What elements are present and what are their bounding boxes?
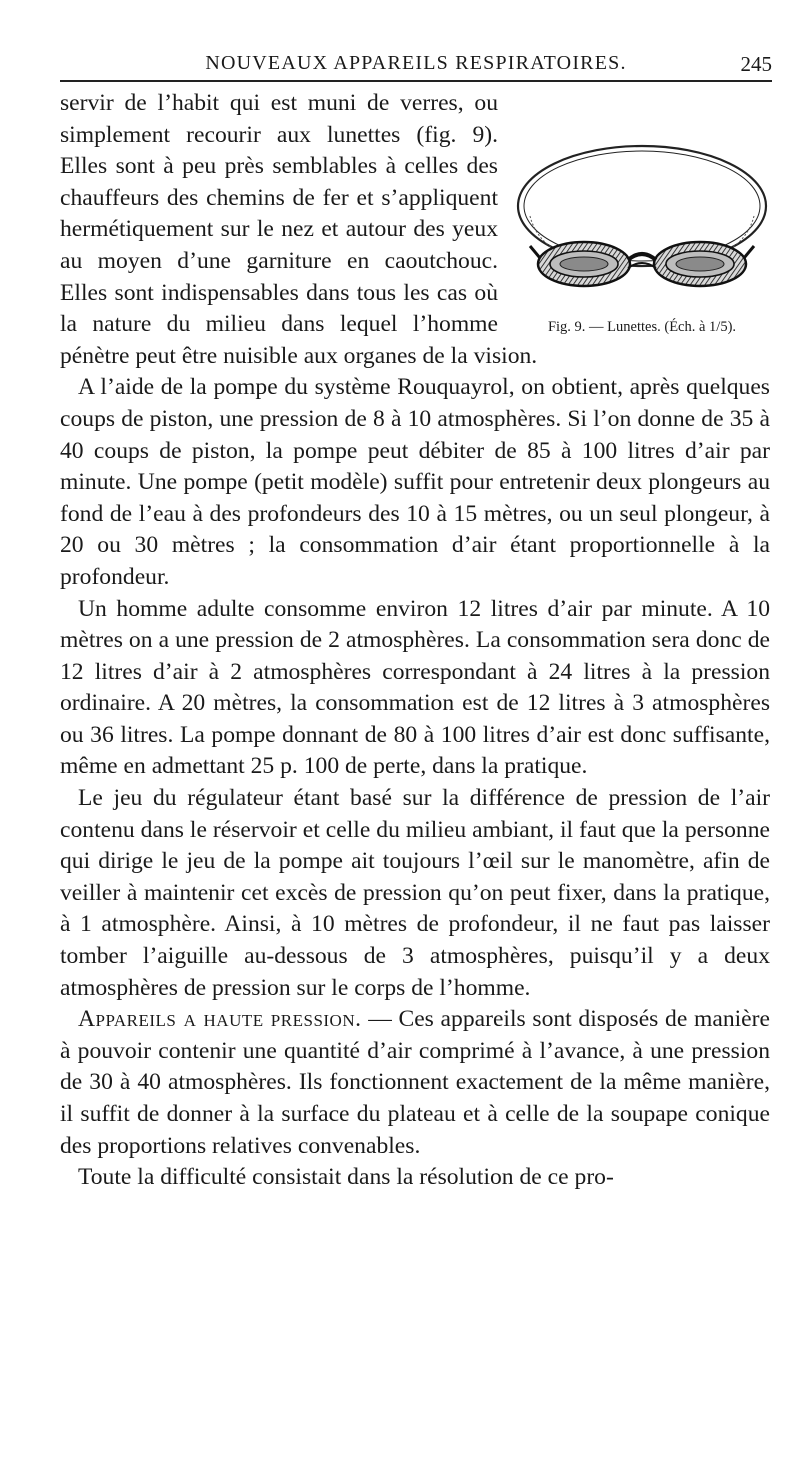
paragraph-5-text: — Ces appareils sont disposés de manière à pouvoir contenir une quantité d’air comprimé à l’avance, à une pression de 30 à 40 atmosphères. Ils fonctionnent exactement de la même manière, il suffit de donner à la surface du plateau et à celle de la soupape conique des proportions relatives convenables. bbox=[60, 1006, 770, 1159]
paragraph-2: A l’aide de la pompe du système Rouquayrol, on obtient, après quelques coups de piston, une pression de 8 à 10 atmosphères. Si l’on donne de 35 à 40 coups de piston, la pompe peut débiter de 85 à 100 litres d’air par minute. Une pompe (petit modèle) suffit pour entretenir deux plongeurs au fond de l’eau à des profondeurs des 10 à 15 mètres, ou un seul plongeur, à 20 ou 30 mètres ; la consommation d’air étant proportionnelle à la profondeur. bbox=[60, 374, 770, 590]
figure-caption: Fig. 9. — Lunettes. (Éch. à 1/5). bbox=[547, 319, 737, 335]
paragraph-5 bbox=[60, 1004, 770, 1162]
header-rule bbox=[60, 80, 772, 82]
paragraph-6: Toute la difficulté consistait dans la résolution de ce pro- bbox=[78, 1164, 614, 1191]
running-header bbox=[60, 52, 772, 76]
page-number: 245 bbox=[740, 52, 772, 76]
paragraph-4: Le jeu du régulateur étant basé sur la différence de pression de l’air contenu dans le réservoir et celle du milieu ambiant, il faut que la personne qui dirige le jeu de la pompe ait toujours l’œil sur le manomètre, afin de veiller à maintenir cet excès de pression qu’on peut fixer, dans la pratique, à 1 atmosphère. Ainsi, à 10 mètres de profondeur, il ne faut pas laisser tomber l’aiguille au-dessous de 3 atmosphères, puisqu’il y a deux atmosphères de pression sur le corps de l’homme. bbox=[60, 785, 770, 1001]
figure-goggles bbox=[508, 98, 776, 338]
section-heading: Appareils a haute pression. bbox=[78, 1006, 362, 1033]
goggles-illustration bbox=[508, 98, 776, 308]
running-title: NOUVEAUX APPAREILS RESPIRATOIRES. bbox=[205, 52, 627, 74]
text-body bbox=[60, 88, 770, 1194]
paragraph-1: servir de l’habit qui est muni de verres, ou simplement recourir aux lunettes (fig. 9). Elles sont à peu près semblables à celles des chauffeurs des chemins de fer et s’appliquent hermétiquement sur le nez et autour des yeux au moyen d’une garniture en caoutchouc. Elles sont indispensables dans tous les cas où la nature du milieu dans lequel l’homme pénètre peut être nuisible aux organes de la vision. bbox=[60, 90, 538, 369]
paragraph-3: Un homme adulte consomme environ 12 litres d’air par minute. A 10 mètres on a une pression de 2 atmosphères. La consommation sera donc de 12 litres d’air à 2 atmosphères correspondant à 24 litres à la pression ordinaire. A 20 mètres, la consommation est de 12 litres à 3 atmosphères ou 36 litres. La pompe donnant de 80 à 100 litres d’air est donc suffisante, même en admettant 25 p. 100 de perte, dans la pratique. bbox=[60, 595, 770, 780]
